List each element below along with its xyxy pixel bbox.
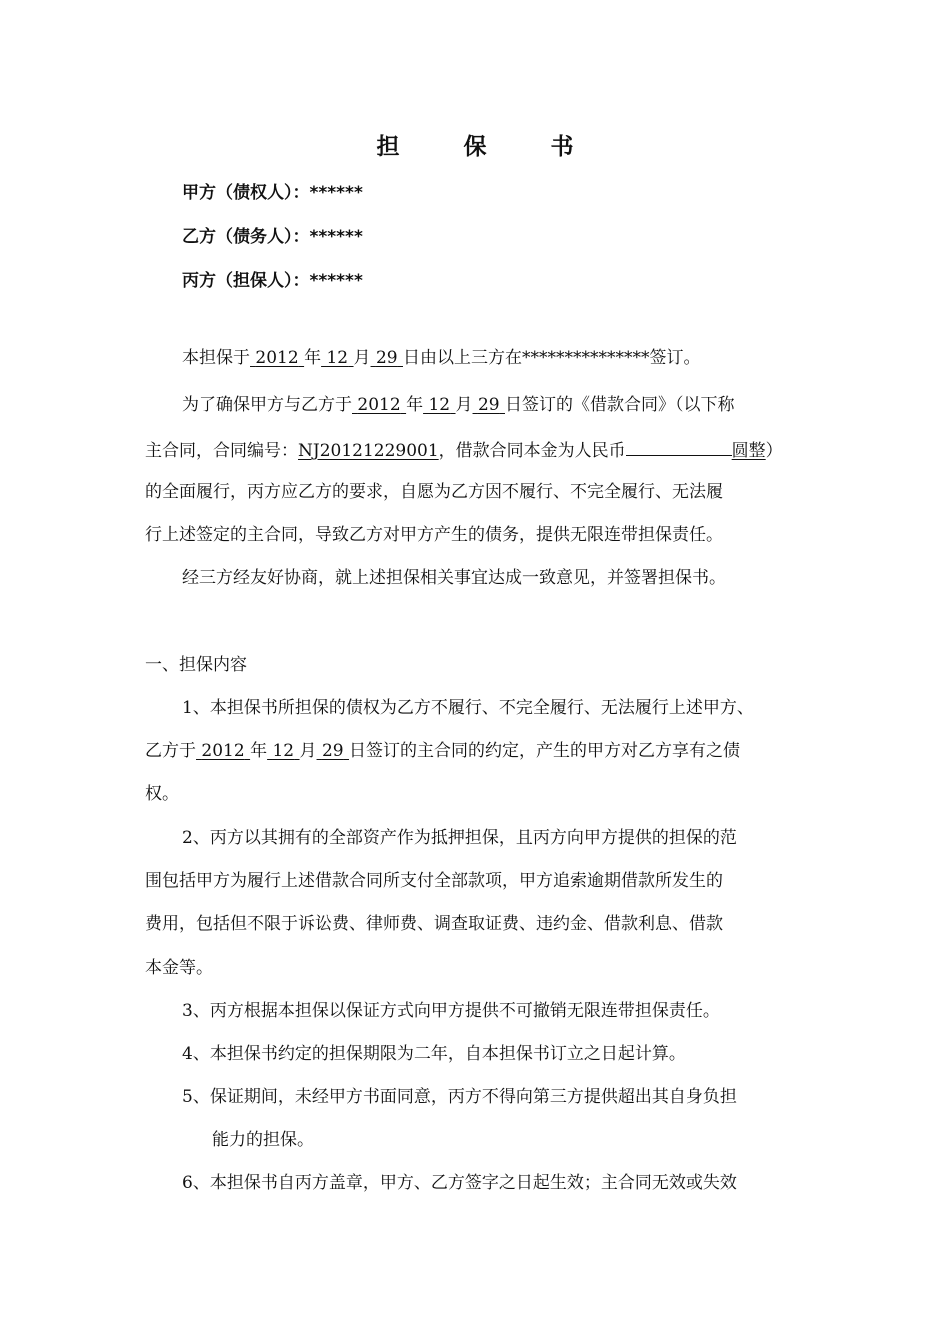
clause-2-line-4: 本金等。 <box>145 958 213 978</box>
date-day: 29 <box>375 348 398 368</box>
party-creditor: 甲方（债权人）：****** <box>182 183 363 203</box>
clause-6-line-1: 6、本担保书自丙方盖章，甲方、乙方签字之日起生效；主合同无效或失效 <box>182 1173 737 1193</box>
party-debtor: 乙方（债务人）：****** <box>182 227 363 247</box>
intro-paragraph-2-line-4: 行上述签定的主合同，导致乙方对甲方产生的债务，提供无限连带担保责任。 <box>145 525 723 545</box>
text: 主合同，合同编号： <box>145 441 298 461</box>
text: 本担保于 <box>182 348 250 368</box>
text: 年 <box>250 741 268 761</box>
clause-3: 3、丙方根据本担保以保证方式向甲方提供不可撤销无限连带担保责任。 <box>182 1001 720 1021</box>
document-title: 担 保 书 <box>376 134 602 160</box>
amount-blank <box>626 436 732 456</box>
clause-2-line-2: 围包括甲方为履行上述借款合同所支付全部款项，甲方追索逾期借款所发生的 <box>145 871 723 891</box>
text: 乙方于 <box>145 741 196 761</box>
clause-5-line-2: 能力的担保。 <box>212 1130 314 1150</box>
amount-label: 圆整 <box>731 441 766 461</box>
intro-paragraph-2-line-3: 的全面履行，丙方应乙方的要求，自愿为乙方因不履行、不完全履行、无法履 <box>145 482 723 502</box>
text: 日签订的主合同的约定，产生的甲方对乙方享有之债 <box>348 741 740 761</box>
section-1-heading: 一、担保内容 <box>145 655 247 675</box>
text: 日由以上三方在***************签订。 <box>402 348 701 368</box>
clause-1-line-1: 1、本担保书所担保的债权为乙方不履行、不完全履行、无法履行上述甲方、 <box>182 698 754 718</box>
text: 月 <box>455 395 473 415</box>
intro-paragraph-3: 经三方经友好协商，就上述担保相关事宜达成一致意见，并签署担保书。 <box>182 568 726 588</box>
contract-number: NJ20121229001 <box>298 441 439 461</box>
text: 年 <box>304 348 322 368</box>
clause-4: 4、本担保书约定的担保期限为二年，自本担保书订立之日起计算。 <box>182 1044 686 1064</box>
text: 年 <box>406 395 424 415</box>
date-month: 12 <box>326 348 349 368</box>
text: ） <box>765 441 783 461</box>
date-month: 12 <box>272 741 295 761</box>
date-month: 12 <box>428 395 451 415</box>
clause-2-line-3: 费用，包括但不限于诉讼费、律师费、调查取证费、违约金、借款利息、借款 <box>145 914 723 934</box>
date-year: 2012 <box>357 395 401 415</box>
date-day: 29 <box>321 741 344 761</box>
intro-paragraph-2-line-1 <box>182 393 862 417</box>
clause-5-line-1: 5、保证期间，未经甲方书面同意，丙方不得向第三方提供超出其自身负担 <box>182 1087 737 1107</box>
text: ，借款合同本金为人民币 <box>438 441 626 461</box>
text: 为了确保甲方与乙方于 <box>182 395 352 415</box>
intro-paragraph-1 <box>182 346 862 370</box>
clause-1-line-2 <box>145 739 825 763</box>
date-year: 2012 <box>255 348 299 368</box>
clause-1-line-3: 权。 <box>145 784 179 804</box>
text: 月 <box>299 741 317 761</box>
date-day: 29 <box>477 395 500 415</box>
clause-2-line-1: 2、丙方以其拥有的全部资产作为抵押担保，且丙方向甲方提供的担保的范 <box>182 828 737 848</box>
party-guarantor: 丙方（担保人）：****** <box>182 271 363 291</box>
text: 月 <box>353 348 371 368</box>
text: 日签订的《借款合同》（以下称 <box>504 395 735 415</box>
date-year: 2012 <box>201 741 245 761</box>
intro-paragraph-2-line-2 <box>145 436 825 463</box>
